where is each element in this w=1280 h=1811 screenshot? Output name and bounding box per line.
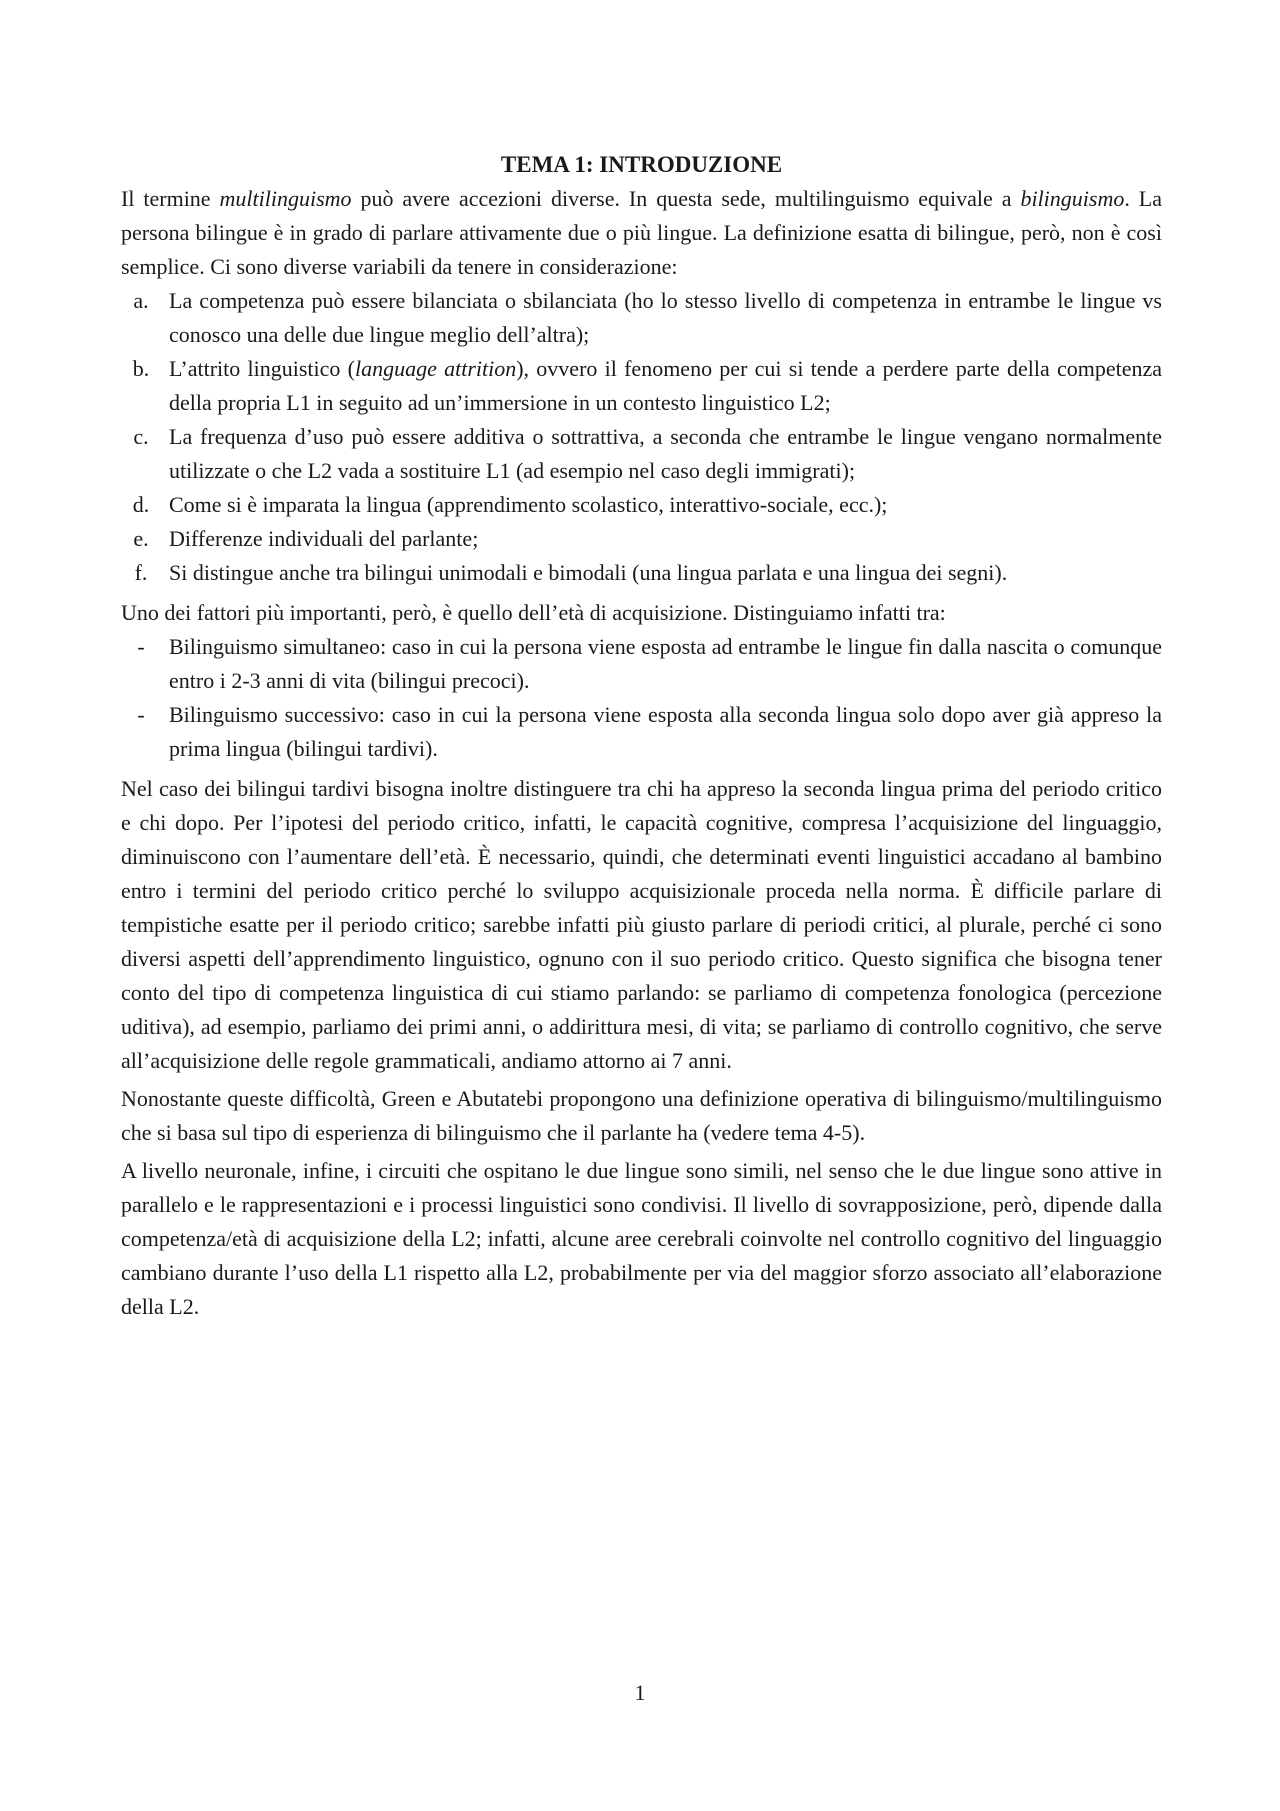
document-body xyxy=(121,148,1162,1324)
list-item-text-part: L’attrito linguistico ( xyxy=(169,356,355,381)
list-marker: b. xyxy=(132,356,150,381)
intro-paragraph xyxy=(121,182,1162,284)
list-marker: c. xyxy=(133,424,149,449)
list-item-text: Differenze individuali del parlante; xyxy=(169,526,479,551)
list-item-text: La frequenza d’uso può essere additiva o sottrattiva, a seconda che entrambe le lingue vengano normalmente utilizzate o che L2 vada a sostituire L1 (ad esempio nel caso degli immigrati); xyxy=(169,424,1162,483)
page-title: TEMA 1: INTRODUZIONE xyxy=(500,152,783,177)
list-item xyxy=(121,488,1162,522)
list-item xyxy=(121,420,1162,488)
list-marker: - xyxy=(137,702,145,727)
list-item xyxy=(121,630,1162,698)
critical-period-paragraph: Nel caso dei bilingui tardivi bisogna inoltre distinguere tra chi ha appreso la seconda lingua prima del periodo critico e chi dopo. Per l’ipotesi del periodo critico, infatti, le capacità cognitive, compresa l’acquisizione del linguaggio, diminuiscono con l’aumentare dell’età. È necessario, quindi, che determinati eventi linguistici accadano al bambino entro i termini del periodo critico perché lo sviluppo acquisizionale proceda nella norma. È difficile parlare di tempistiche esatte per il periodo critico; sarebbe infatti più giusto parlare di periodi critici, al plurale, perché ci sono diversi aspetti dell’apprendimento linguistico, ognuno con il suo periodo critico. Questo significa che bisogna tener conto del tipo di competenza linguistica di cui stiamo parlando: se parliamo di competenza fonologica (percezione uditiva), ad esempio, parliamo dei primi anni, o addirittura mesi, di vita; se parliamo di controllo cognitivo, che serve all’acquisizione delle regole grammaticali, andiamo attorno ai 7 anni. xyxy=(121,776,1162,1073)
list-item-term: language attrition xyxy=(354,356,517,381)
list-item xyxy=(121,522,1162,556)
intro-term-multilinguismo: multilinguismo xyxy=(219,186,352,211)
list-item-text: Come si è imparata la lingua (apprendimento scolastico, interattivo-sociale, ecc.); xyxy=(169,492,888,517)
list-item xyxy=(121,352,1162,420)
intro-term-bilinguismo: bilinguismo xyxy=(1020,186,1125,211)
list-item-text: Si distingue anche tra bilingui unimodali e bimodali (una lingua parlata e una lingua dei segni). xyxy=(169,560,1008,585)
list-item-text: Bilinguismo simultaneo: caso in cui la persona viene esposta ad entrambe le lingue fin dalla nascita o comunque entro i 2-3 anni di vita (bilingui precoci). xyxy=(169,634,1162,693)
list-item-text: La competenza può essere bilanciata o sbilanciata (ho lo stesso livello di competenza in entrambe le lingue vs conosco una delle due lingue meglio dell’altra); xyxy=(169,288,1162,347)
intro-text-1: Il termine xyxy=(121,186,220,211)
list-item xyxy=(121,698,1162,766)
list-marker: f. xyxy=(134,560,148,585)
age-intro-paragraph: Uno dei fattori più importanti, però, è quello dell’età di acquisizione. Distinguiamo infatti tra: xyxy=(121,600,946,625)
page-number: 1 xyxy=(634,1680,646,1705)
list-marker: - xyxy=(137,634,145,659)
list-item xyxy=(121,284,1162,352)
green-abutatebi-paragraph: Nonostante queste difficoltà, Green e Abutatebi propongono una definizione operativa di bilinguismo/multilinguismo che si basa sul tipo di esperienza di bilinguismo che il parlante ha (vedere tema 4-5). xyxy=(121,1086,1162,1145)
list-item-text xyxy=(169,356,1162,415)
intro-text-2: può avere accezioni diverse. In questa sede, multilinguismo equivale a xyxy=(351,186,1021,211)
list-item xyxy=(121,556,1162,590)
list-item-text-part: ), ovvero il fenomeno per cui si tende a perdere parte della competenza della propria L1 in seguito ad un’immersione in un contesto linguistico L2; xyxy=(169,356,1163,415)
list-marker: a. xyxy=(133,288,149,313)
age-types-list xyxy=(121,630,1162,766)
list-marker: d. xyxy=(132,492,150,517)
list-item-text: Bilinguismo successivo: caso in cui la persona viene esposta alla seconda lingua solo dopo aver già appreso la prima lingua (bilingui tardivi). xyxy=(169,702,1162,761)
intro-text-3: . La persona bilingue è in grado di parlare attivamente due o più lingue. La definizione esatta di bilingue, però, non è così semplice. Ci sono diverse variabili da tenere in considerazione: xyxy=(121,186,1163,279)
variables-list xyxy=(121,284,1162,590)
list-marker: e. xyxy=(133,526,149,551)
neural-paragraph: A livello neuronale, infine, i circuiti che ospitano le due lingue sono simili, nel senso che le due lingue sono attive in parallelo e le rappresentazioni e i processi linguistici sono condivisi. Il livello di sovrapposizione, però, dipende dalla competenza/età di acquisizione della L2; infatti, alcune aree cerebrali coinvolte nel controllo cognitivo del linguaggio cambiano durante l’uso della L1 rispetto alla L2, probabilmente per via del maggior sforzo associato all’elaborazione della L2. xyxy=(121,1158,1162,1319)
